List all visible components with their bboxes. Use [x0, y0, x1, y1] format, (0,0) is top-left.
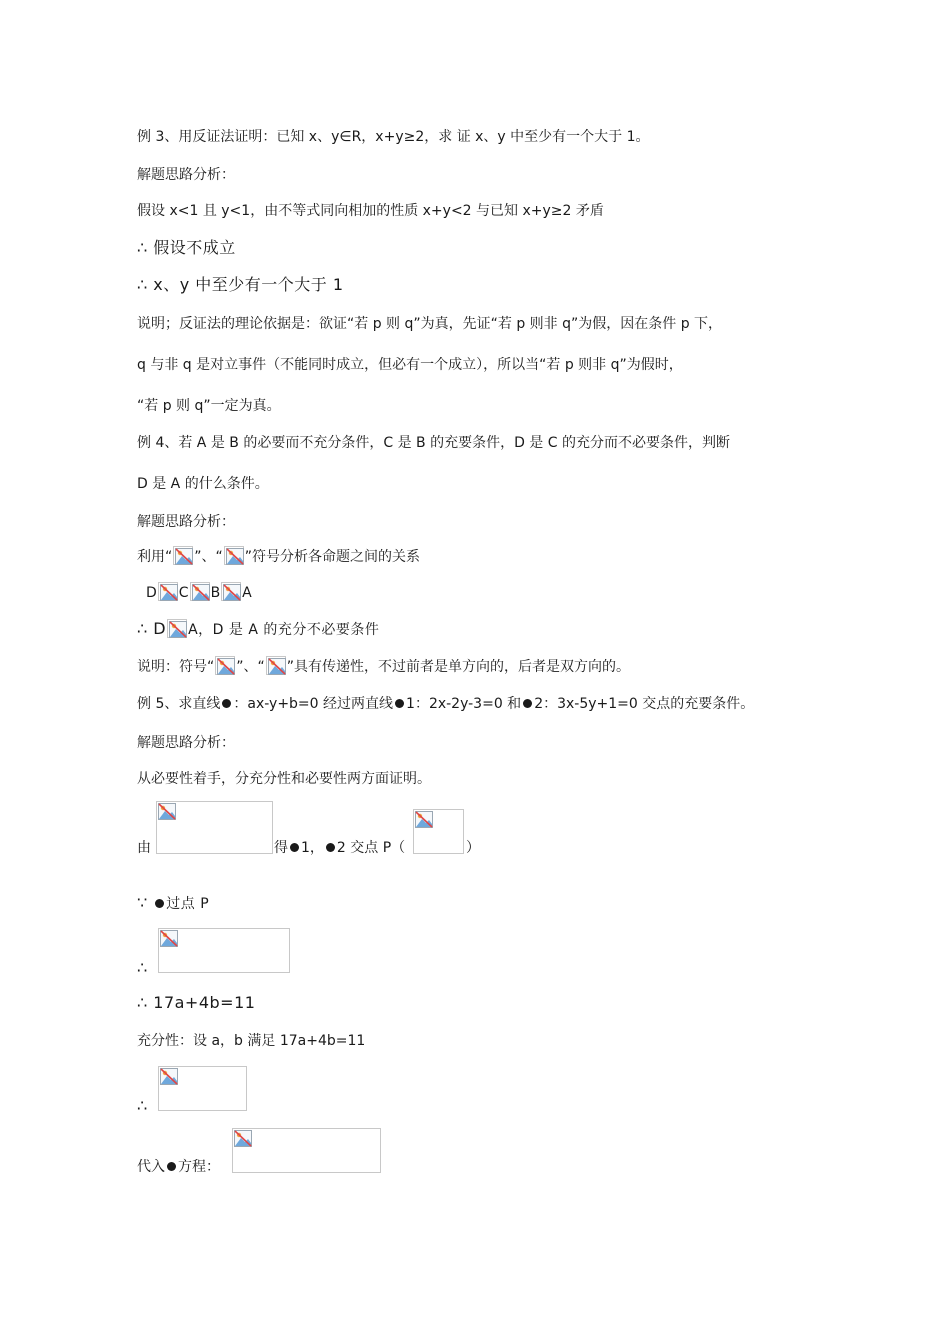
from-line-text-5: ） [466, 840, 480, 856]
conclusion-4-text-2: A，D 是 A 的充分不必要条件 [188, 622, 380, 638]
line-l1-bullet [395, 699, 404, 708]
example-5-text-3: 1：2x-2y-3=0 和 [406, 696, 522, 712]
chain-b: B [210, 585, 221, 601]
equivalent-symbol-image-icon [224, 546, 244, 565]
note-4-text-2: ”、“ [236, 659, 265, 675]
symbols-text-2: ”、“ [194, 549, 223, 565]
equivalent-image-icon [190, 582, 210, 601]
chain-c: C [178, 585, 189, 601]
example-5-title [137, 694, 754, 714]
line-l-bullet [167, 1162, 176, 1171]
assumption-line: 假设 x<1 且 y<1，由不等式同向相加的性质 x+y<2 与已知 x+y≥2 矛盾 [137, 203, 604, 219]
point-p-coordinates-image-icon [413, 809, 464, 854]
substitute-text-1: 代入 [137, 1159, 165, 1175]
symbols-text-1: 利用“ [137, 549, 173, 565]
equation-result-line: ∴ 17a+4b=11 [137, 993, 256, 1012]
line-l-bullet [155, 899, 164, 908]
note-4-text-1: 说明：符号“ [137, 659, 215, 675]
line-l2-bullet [523, 699, 532, 708]
therefore-2: ∴ [137, 1096, 148, 1115]
passes-text-1: ∵ [137, 893, 154, 912]
example-3-title: 例 3、用反证法证明：已知 x、y∈R，x+y≥2，求 证 x、y 中至少有一个大于 1。 [137, 129, 650, 145]
line-l2-bullet [326, 843, 335, 852]
example-5-text-2: ：ax-y+b=0 经过两直线 [233, 696, 394, 712]
line-l-bullet [222, 699, 231, 708]
substitute-text-2: 方程： [178, 1159, 220, 1175]
example-4-title-cont: D 是 A 的什么条件。 [137, 476, 269, 492]
system-equations-image-icon [156, 801, 273, 854]
implies-image-icon [221, 582, 241, 601]
example-4-title: 例 4、若 A 是 B 的必要而不充分条件，C 是 B 的充要条件，D 是 C 的充分而不必要条件，判断 [137, 435, 730, 451]
note-3-line-1: 说明；反证法的理论依据是：欲证“若 p 则 q”为真，先证“若 p 则非 q”为假，因在条件 p 下， [137, 316, 723, 332]
equivalent-symbol-image-icon [266, 656, 286, 675]
from-line-text-1: 由 [137, 840, 151, 856]
implication-chain [146, 582, 252, 603]
conclusion-3-line: ∴ x、y 中至少有一个大于 1 [137, 275, 344, 294]
passes-text-2: 过点 P [166, 896, 210, 912]
substitution-equation-image-icon [158, 928, 290, 973]
chain-a: A [242, 585, 252, 601]
from-line-text-4: 2 交点 P（ [336, 840, 406, 856]
substitute-line [137, 1157, 220, 1177]
conclusion-4-text-1: ∴ D [137, 619, 167, 638]
example-5-text-4: 2：3x-5y+1=0 交点的充要条件。 [534, 696, 755, 712]
chain-d: D [146, 585, 157, 601]
conclusion-4-line [137, 619, 379, 640]
from-line-text-2: 得 [274, 840, 288, 856]
implies-symbol-image-icon [215, 656, 235, 675]
example-5-text-1: 例 5、求直线 [137, 696, 221, 712]
analysis-heading-5: 解题思路分析： [137, 735, 235, 751]
line-l1-bullet [290, 843, 299, 852]
implies-image-icon [167, 619, 187, 638]
sufficiency-line: 充分性：设 a，b 满足 17a+4b=11 [137, 1033, 366, 1049]
analysis-heading-4: 解题思路分析： [137, 514, 235, 530]
assumption-false-line: ∴ 假设不成立 [137, 238, 236, 257]
symbols-text-3: ”符号分析各命题之间的关系 [244, 549, 421, 565]
note-3-line-3: “若 p 则 q”一定为真。 [137, 398, 281, 414]
therefore-1: ∴ [137, 958, 148, 977]
from-line-rest [274, 838, 405, 858]
passes-through-line [137, 893, 209, 914]
symbols-line [137, 546, 420, 567]
analysis-heading-3: 解题思路分析： [137, 167, 235, 183]
from-line-text-3: 1， [301, 840, 324, 856]
note-3-line-2: q 与非 q 是对立事件（不能同时成立，但必有一个成立），所以当“若 p 则非 q”为假时， [137, 357, 683, 373]
implies-image-icon [158, 582, 178, 601]
implies-symbol-image-icon [173, 546, 193, 565]
note-4-text-3: ”具有传递性，不过前者是单方向的，后者是双方向的。 [286, 659, 631, 675]
approach-5-line: 从必要性着手，分充分性和必要性两方面证明。 [137, 771, 431, 787]
line-equation-image-icon [232, 1128, 381, 1173]
b-expression-image-icon [158, 1066, 247, 1111]
note-4-line [137, 656, 630, 677]
